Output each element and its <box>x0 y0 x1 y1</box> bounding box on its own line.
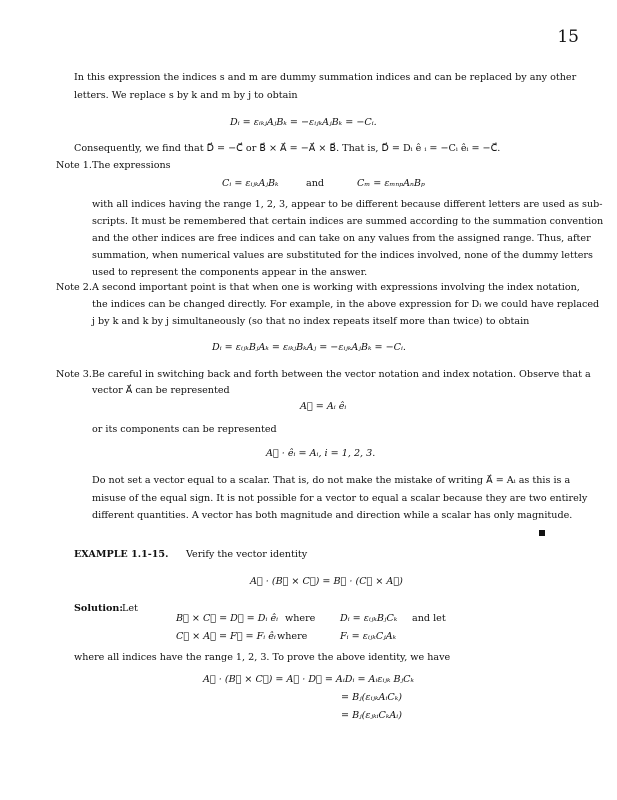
example-label: EXAMPLE 1.1-15. <box>74 549 169 560</box>
equation: A⃗ · (B⃗ × C⃗) = B⃗ · (C⃗ × A⃗) <box>250 576 403 587</box>
paragraph-line: Do not set a vector equal to a scalar. That is, do not make the mistake of writing A⃗ = Aᵢ as this is a <box>92 475 571 486</box>
paragraph-line: with all indices having the range 1, 2, 3, appear to be different because different letters are used as sub- <box>92 199 603 210</box>
paragraph-line: letters. We replace s by k and m by j to obtain <box>74 90 298 101</box>
paragraph-line: Consequently, we find that D⃗ = −C⃗ or B⃗ × A⃗ = −A⃗ × B⃗. That is, D⃗ = Dᵢ ê ᵢ = −Cᵢ êᵢ = −C⃗. <box>74 143 501 154</box>
paragraph-line: scripts. It must be remembered that certain indices are summed according to the summation convention <box>92 216 604 227</box>
solution-label: Solution: <box>74 603 123 614</box>
equation: Fᵢ = εᵢⱼₖCⱼAₖ <box>340 631 397 642</box>
equation-connector: and let <box>412 613 446 624</box>
page-number: 15 <box>557 27 579 47</box>
equation: Dᵢ = εᵢₖⱼAⱼBₖ = −εᵢⱼₖAⱼBₖ = −Cᵢ. <box>230 117 377 128</box>
paragraph-line: and the other indices are free indices and can take on any values from the assigned range. Thus, after <box>92 233 591 244</box>
equation-connector: where <box>277 631 308 642</box>
equation: A⃗ · êᵢ = Aᵢ, i = 1, 2, 3. <box>266 448 376 459</box>
paragraph-line: different quantities. A vector has both magnitude and direction while a scalar has only magnitude. <box>92 510 573 521</box>
paragraph-line: summation, when numerical values are substituted for the indices involved, none of the dummy letters <box>92 250 593 261</box>
equation: Cᵢ = εᵢⱼₖAⱼBₖ <box>222 178 279 189</box>
equation: = Bⱼ(εᵢⱼₖAᵢCₖ) <box>341 692 402 703</box>
equation: B⃗ × C⃗ = D⃗ = Dᵢ êᵢ <box>176 613 279 624</box>
paragraph-line: Be careful in switching back and forth between the vector notation and index notation. Observe that a <box>92 369 591 380</box>
equation: = Bⱼ(εⱼₖᵢCₖAᵢ) <box>341 710 402 721</box>
equation-connector: and <box>306 178 325 189</box>
paragraph-line: misuse of the equal sign. It is not possible for a vector to equal a scalar because they are two entirely <box>92 493 588 504</box>
paragraph-line: used to represent the components appear in the answer. <box>92 267 368 278</box>
paragraph-line: where all indices have the range 1, 2, 3. To prove the above identity, we have <box>74 652 451 663</box>
paragraph-line: the indices can be changed directly. For example, in the above expression for Dᵢ we could have replaced <box>92 299 600 310</box>
equation: Dᵢ = εᵢⱼₖBⱼAₖ = εᵢₖⱼBₖAⱼ = −εᵢⱼₖAⱼBₖ = −Cᵢ. <box>212 342 406 353</box>
equation: A⃗ · (B⃗ × C⃗) = A⃗ · D⃗ = AᵢDᵢ = Aᵢεᵢⱼₖ BⱼCₖ <box>203 674 414 685</box>
end-of-proof-mark <box>539 530 545 536</box>
paragraph-line: A second important point is that when one is working with expressions involving the index notation, <box>92 282 580 293</box>
equation: A⃗ = Aᵢ êᵢ <box>300 401 347 412</box>
note-label: Note 3. <box>56 369 92 380</box>
paragraph-line: j by k and k by j simultaneously (so that no index repeats itself more than twice) to obtain <box>92 316 530 327</box>
paragraph-line: Let <box>122 603 138 614</box>
paragraph-line: Verify the vector identity <box>186 549 308 560</box>
equation-connector: where <box>285 613 316 624</box>
note-label: Note 1. <box>56 160 92 171</box>
paragraph-line: In this expression the indices s and m are dummy summation indices and can be replaced by any other <box>74 72 577 83</box>
paragraph-line: vector A⃗ can be represented <box>92 385 230 396</box>
note-label: Note 2. <box>56 282 92 293</box>
paragraph-line: The expressions <box>92 160 171 171</box>
paragraph-line: or its components can be represented <box>92 424 277 435</box>
equation: Dᵢ = εᵢⱼₖBⱼCₖ <box>340 613 398 624</box>
equation: Cₘ = εₘₙₚAₙBₚ <box>357 178 425 189</box>
equation: C⃗ × A⃗ = F⃗ = Fᵢ êᵢ <box>176 631 276 642</box>
